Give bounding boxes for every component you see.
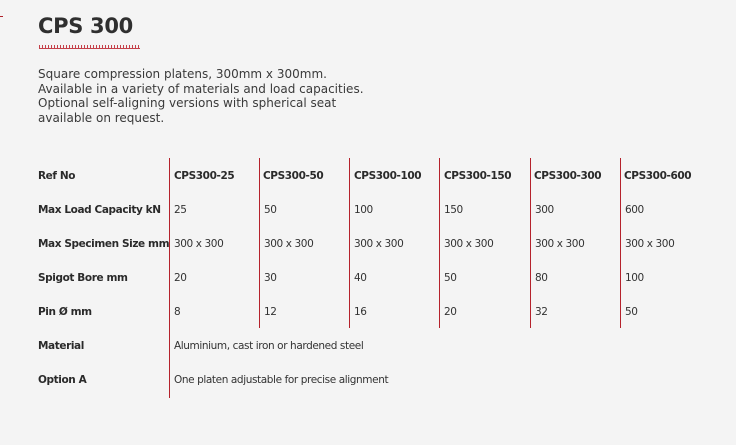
table-cell: 50 [625, 306, 638, 318]
column-header-cps300-50: CPS300-50 [263, 170, 324, 182]
table-cell: 30 [264, 272, 277, 284]
table-cell: 50 [444, 272, 457, 284]
header-label-ref-no: Ref No [38, 170, 76, 182]
row-label-max-specimen-size: Max Specimen Size mm [38, 238, 170, 250]
table-cell: 100 [354, 204, 373, 216]
row-label-material: Material [38, 340, 84, 352]
table-cell: 300 x 300 [625, 238, 675, 250]
table-cell: 300 x 300 [174, 238, 224, 250]
table-cell: 20 [444, 306, 457, 318]
row-label-pin-diameter: Pin Ø mm [38, 306, 92, 318]
column-header-cps300-300: CPS300-300 [534, 170, 602, 182]
table-cell: 80 [535, 272, 548, 284]
table-cell: 32 [535, 306, 548, 318]
column-divider [439, 158, 440, 328]
table-cell: 16 [354, 306, 367, 318]
description-line: Square compression platens, 300mm x 300mm. [38, 67, 327, 81]
row-label-max-load: Max Load Capacity kN [38, 204, 161, 216]
description-line: available on request. [38, 110, 165, 125]
table-cell: 150 [444, 204, 463, 216]
description-line: Available in a variety of materials and load capacities. [38, 81, 364, 96]
table-cell: 40 [354, 272, 367, 284]
product-title: CPS 300 [38, 14, 133, 38]
table-cell: 100 [625, 272, 644, 284]
table-cell: 25 [174, 204, 187, 216]
table-cell: 8 [174, 306, 181, 318]
table-cell: 50 [264, 204, 277, 216]
table-cell: 300 [535, 204, 554, 216]
column-divider [530, 158, 531, 328]
row-label-spigot-bore: Spigot Bore mm [38, 272, 128, 284]
column-header-cps300-25: CPS300-25 [174, 170, 235, 182]
column-header-cps300-100: CPS300-100 [354, 170, 422, 182]
table-cell: 300 x 300 [444, 238, 494, 250]
table-cell: 20 [174, 272, 187, 284]
table-cell: 600 [625, 204, 644, 216]
column-divider [259, 158, 260, 328]
table-cell: 12 [264, 306, 277, 318]
option-a-value: One platen adjustable for precise alignment [174, 374, 389, 386]
description-line: Optional self-aligning versions with spherical seat [38, 96, 337, 110]
column-header-cps300-150: CPS300-150 [444, 170, 512, 182]
column-header-cps300-600: CPS300-600 [624, 170, 692, 182]
column-divider [169, 158, 170, 398]
table-cell: 300 x 300 [535, 238, 585, 250]
row-label-option-a: Option A [38, 374, 87, 386]
column-divider [620, 158, 621, 328]
material-value: Aluminium, cast iron or hardened steel [174, 340, 364, 352]
column-divider [349, 158, 350, 328]
table-cell: 300 x 300 [264, 238, 314, 250]
table-cell: 300 x 300 [354, 238, 404, 250]
